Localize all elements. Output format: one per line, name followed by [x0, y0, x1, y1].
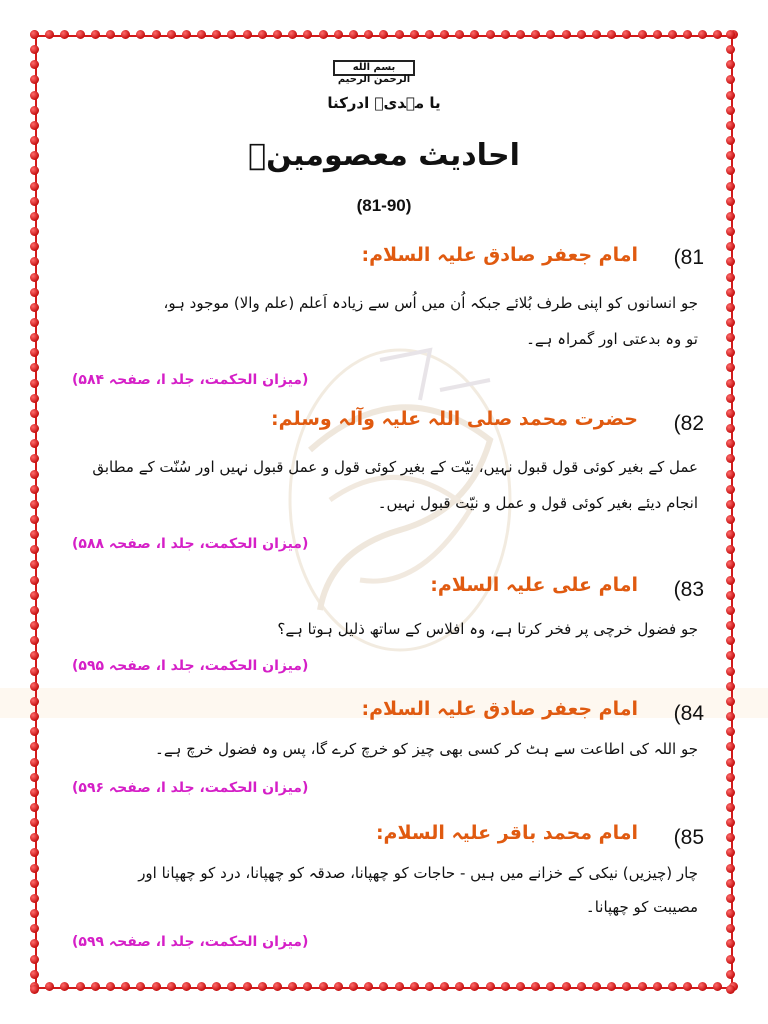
- border-bead: [726, 363, 735, 372]
- border-bead: [30, 606, 39, 615]
- border-bead: [726, 788, 735, 797]
- border-bead: [258, 30, 267, 39]
- border-bead: [334, 30, 343, 39]
- border-bead: [455, 30, 464, 39]
- border-bead: [30, 60, 39, 69]
- border-bead: [726, 939, 735, 948]
- border-bead: [136, 982, 145, 991]
- border-bead: [30, 591, 39, 600]
- hadith-text-line: انجام دیئے بغیر کوئی قول و عمل و نیّت قبول نہیں۔: [377, 494, 698, 512]
- border-bead: [30, 288, 39, 297]
- border-bead: [106, 30, 115, 39]
- hadith-number: (85: [673, 826, 704, 849]
- border-bead: [334, 982, 343, 991]
- border-bead: [30, 424, 39, 433]
- border-bead: [30, 697, 39, 706]
- border-bead: [30, 773, 39, 782]
- border-bead: [638, 30, 647, 39]
- border-bead: [212, 30, 221, 39]
- border-bead: [349, 982, 358, 991]
- border-bead: [30, 45, 39, 54]
- border-bead: [726, 530, 735, 539]
- border-bead: [726, 667, 735, 676]
- border-bead: [653, 30, 662, 39]
- border-right: [726, 30, 738, 994]
- border-bead: [726, 727, 735, 736]
- border-bead: [30, 939, 39, 948]
- border-bead: [726, 848, 735, 857]
- border-bead: [516, 982, 525, 991]
- border-bead: [638, 982, 647, 991]
- border-bead: [546, 982, 555, 991]
- border-bead: [455, 982, 464, 991]
- border-bead: [30, 394, 39, 403]
- border-bead: [726, 560, 735, 569]
- hadith-text-line: عمل کے بغیر کوئی قول قبول نہیں، نیّت کے بغیر کوئی قول و عمل قبول نہیں اور سُنّت کے مطابق: [92, 458, 698, 476]
- hadith-reference: (میزان الحکمت، جلد ا، صفحہ ۵۹۶): [72, 780, 309, 796]
- border-bead: [726, 439, 735, 448]
- border-bead: [30, 348, 39, 357]
- border-bead: [167, 30, 176, 39]
- border-bead: [30, 500, 39, 509]
- border-bead: [726, 712, 735, 721]
- border-bead: [106, 982, 115, 991]
- border-bead: [726, 500, 735, 509]
- border-bead: [726, 182, 735, 191]
- border-bead: [379, 30, 388, 39]
- border-bead: [30, 667, 39, 676]
- border-bead: [76, 982, 85, 991]
- hadith-text-line: جو فضول خرچی پر فخر کرتا ہے، وہ افلاس کے ساتھ ذلیل ہوتا ہے؟: [277, 620, 698, 638]
- border-left: [30, 30, 42, 994]
- border-bead: [726, 257, 735, 266]
- border-bead: [546, 30, 555, 39]
- border-bead: [726, 985, 735, 994]
- border-bead: [726, 970, 735, 979]
- border-bead: [562, 982, 571, 991]
- border-bead: [592, 30, 601, 39]
- border-bead: [486, 30, 495, 39]
- border-bead: [726, 348, 735, 357]
- border-bead: [726, 242, 735, 251]
- border-bead: [30, 879, 39, 888]
- border-bead: [726, 121, 735, 130]
- border-bead: [577, 982, 586, 991]
- border-bead: [501, 982, 510, 991]
- border-bead: [726, 576, 735, 585]
- hadith-text-line: تو وہ بدعتی اور گمراہ ہے۔: [526, 330, 698, 348]
- border-bead: [182, 982, 191, 991]
- border-bead: [726, 394, 735, 403]
- border-bead: [30, 273, 39, 282]
- border-bead: [152, 30, 161, 39]
- border-bead: [30, 727, 39, 736]
- border-bead: [30, 303, 39, 312]
- border-bead: [152, 982, 161, 991]
- border-bead: [726, 879, 735, 888]
- border-bead: [30, 227, 39, 236]
- hadith-narrator: امام جعفر صادق علیہ السلام:: [361, 698, 638, 720]
- border-bead: [726, 697, 735, 706]
- border-bead: [30, 909, 39, 918]
- border-bead: [726, 470, 735, 479]
- border-bead: [30, 833, 39, 842]
- border-bead: [653, 982, 662, 991]
- border-bead: [726, 924, 735, 933]
- border-bead: [30, 363, 39, 372]
- border-bead: [121, 982, 130, 991]
- border-bead: [486, 982, 495, 991]
- border-bead: [592, 982, 601, 991]
- border-bead: [60, 30, 69, 39]
- border-bead: [30, 742, 39, 751]
- border-bead: [470, 982, 479, 991]
- page-title: احادیث معصومینؑ: [248, 138, 520, 173]
- border-bead: [30, 75, 39, 84]
- border-bead: [288, 982, 297, 991]
- border-bead: [349, 30, 358, 39]
- border-bead: [364, 982, 373, 991]
- border-bead: [516, 30, 525, 39]
- hadith-number: (82: [673, 412, 704, 435]
- border-bead: [726, 591, 735, 600]
- border-bead: [726, 864, 735, 873]
- hadith-reference: (میزان الحکمت، جلد ا، صفحہ ۵۹۵): [72, 658, 309, 674]
- hadith-text-line: چار (چیزیں) نیکی کے خزانے میں ہیں - حاجات کو چھپانا، صدقہ کو چھپانا، درد کو چھپانا اور: [138, 864, 698, 882]
- border-bead: [30, 955, 39, 964]
- border-bead: [30, 485, 39, 494]
- hadith-narrator: امام علی علیہ السلام:: [430, 574, 638, 596]
- border-bead: [698, 30, 707, 39]
- border-bead: [726, 818, 735, 827]
- border-bead: [30, 409, 39, 418]
- border-bead: [440, 982, 449, 991]
- border-bead: [30, 803, 39, 812]
- border-bead: [30, 621, 39, 630]
- border-bead: [30, 333, 39, 342]
- hadith-number: (84: [673, 702, 704, 725]
- border-bead: [197, 982, 206, 991]
- border-bead: [425, 30, 434, 39]
- border-bead: [562, 30, 571, 39]
- hadith-text-line: جو اللہ کی اطاعت سے ہٹ کر کسی بھی چیز کو خرچ کرے گا، پس وہ فضول خرچ ہے۔: [155, 740, 698, 758]
- border-bead: [726, 803, 735, 812]
- border-bead: [607, 982, 616, 991]
- border-bead: [683, 982, 692, 991]
- border-bead: [726, 651, 735, 660]
- border-bead: [30, 985, 39, 994]
- border-bead: [273, 982, 282, 991]
- border-bead: [726, 379, 735, 388]
- border-bead: [76, 30, 85, 39]
- border-bead: [30, 182, 39, 191]
- border-bead: [726, 227, 735, 236]
- border-bead: [30, 864, 39, 873]
- border-bead: [668, 30, 677, 39]
- border-bead: [30, 454, 39, 463]
- border-bead: [30, 894, 39, 903]
- border-bead: [395, 30, 404, 39]
- hadith-reference: (میزان الحکمت، جلد ا، صفحہ ۵۸۴): [72, 372, 309, 388]
- border-bead: [288, 30, 297, 39]
- border-bead: [273, 30, 282, 39]
- border-bead: [726, 515, 735, 524]
- border-bead: [30, 379, 39, 388]
- border-bead: [531, 30, 540, 39]
- border-bead: [182, 30, 191, 39]
- border-bead: [91, 30, 100, 39]
- hadith-reference: (میزان الحکمت، جلد ا، صفحہ ۵۸۸): [72, 536, 309, 552]
- border-bead: [726, 288, 735, 297]
- border-bead: [258, 982, 267, 991]
- border-bead: [726, 318, 735, 327]
- border-bead: [319, 982, 328, 991]
- border-bead: [30, 848, 39, 857]
- border-bead: [622, 982, 631, 991]
- subtitle: یا مہدیؑ ادرکنا: [327, 94, 441, 112]
- border-bead: [726, 545, 735, 554]
- bismillah-seal: بسم الله الرحمن الرحيم: [333, 60, 415, 76]
- border-bead: [726, 621, 735, 630]
- border-bead: [30, 121, 39, 130]
- border-bead: [227, 982, 236, 991]
- border-bead: [30, 470, 39, 479]
- border-bead: [726, 333, 735, 342]
- border-bead: [470, 30, 479, 39]
- border-bead: [364, 30, 373, 39]
- border-bead: [607, 30, 616, 39]
- border-bead: [683, 30, 692, 39]
- border-bead: [30, 439, 39, 448]
- border-bead: [726, 742, 735, 751]
- hadith-text-line: جو انسانوں کو اپنی طرف بُلائے جبکہ اُن میں اُس سے زیادہ اَعلم (علم والا) موجود ہو،: [163, 294, 698, 312]
- border-bead: [726, 45, 735, 54]
- border-bead: [30, 30, 39, 39]
- border-bead: [726, 773, 735, 782]
- border-bead: [30, 545, 39, 554]
- border-bead: [91, 982, 100, 991]
- border-bead: [668, 982, 677, 991]
- hadith-narrator: امام محمد باقر علیہ السلام:: [375, 822, 638, 844]
- border-bead: [501, 30, 510, 39]
- border-bead: [379, 982, 388, 991]
- border-bead: [726, 636, 735, 645]
- border-bead: [30, 560, 39, 569]
- border-bead: [30, 682, 39, 691]
- border-bead: [30, 970, 39, 979]
- border-bead: [410, 30, 419, 39]
- border-bead: [726, 682, 735, 691]
- border-bead: [425, 982, 434, 991]
- border-bead: [577, 30, 586, 39]
- border-bead: [726, 894, 735, 903]
- border-bead: [30, 636, 39, 645]
- border-bead: [121, 30, 130, 39]
- border-bead: [30, 758, 39, 767]
- border-bead: [136, 30, 145, 39]
- border-bead: [60, 982, 69, 991]
- border-bead: [531, 982, 540, 991]
- border-bead: [45, 982, 54, 991]
- border-bead: [726, 758, 735, 767]
- border-bead: [713, 30, 722, 39]
- border-bead: [243, 30, 252, 39]
- border-bead: [30, 576, 39, 585]
- border-bead: [197, 30, 206, 39]
- border-bead: [698, 982, 707, 991]
- hadith-text-line: مصیبت کو چھپانا۔: [585, 898, 698, 916]
- border-bead: [30, 818, 39, 827]
- border-bead: [30, 651, 39, 660]
- hadith-range: (81-90): [356, 196, 412, 215]
- border-bead: [726, 30, 735, 39]
- border-bead: [30, 318, 39, 327]
- border-bead: [45, 30, 54, 39]
- border-bead: [30, 924, 39, 933]
- border-top: [30, 30, 738, 42]
- hadith-narrator: حضرت محمد صلی اللہ علیہ وآلہ وسلم:: [270, 408, 638, 430]
- hadith-narrator: امام جعفر صادق علیہ السلام:: [361, 244, 638, 266]
- border-bead: [726, 485, 735, 494]
- border-bead: [319, 30, 328, 39]
- hadith-number: (81: [673, 246, 704, 269]
- border-bead: [212, 982, 221, 991]
- hadith-reference: (میزان الحکمت، جلد ا، صفحہ ۵۹۹): [72, 934, 309, 950]
- border-bead: [30, 530, 39, 539]
- border-bead: [30, 257, 39, 266]
- border-bead: [726, 409, 735, 418]
- border-bead: [726, 833, 735, 842]
- border-bead: [303, 30, 312, 39]
- border-bead: [726, 606, 735, 615]
- border-bead: [30, 515, 39, 524]
- border-bottom: [30, 982, 738, 994]
- border-bead: [167, 982, 176, 991]
- border-bead: [440, 30, 449, 39]
- border-bead: [726, 909, 735, 918]
- border-bead: [726, 424, 735, 433]
- page-frame: [35, 35, 733, 989]
- border-bead: [726, 454, 735, 463]
- border-bead: [30, 712, 39, 721]
- border-bead: [622, 30, 631, 39]
- hadith-number: (83: [673, 578, 704, 601]
- border-bead: [713, 982, 722, 991]
- border-bead: [726, 75, 735, 84]
- border-bead: [726, 955, 735, 964]
- border-bead: [30, 788, 39, 797]
- border-bead: [243, 982, 252, 991]
- border-bead: [726, 273, 735, 282]
- border-bead: [227, 30, 236, 39]
- border-bead: [410, 982, 419, 991]
- border-bead: [726, 303, 735, 312]
- border-bead: [395, 982, 404, 991]
- border-bead: [30, 242, 39, 251]
- border-bead: [303, 982, 312, 991]
- border-bead: [726, 60, 735, 69]
